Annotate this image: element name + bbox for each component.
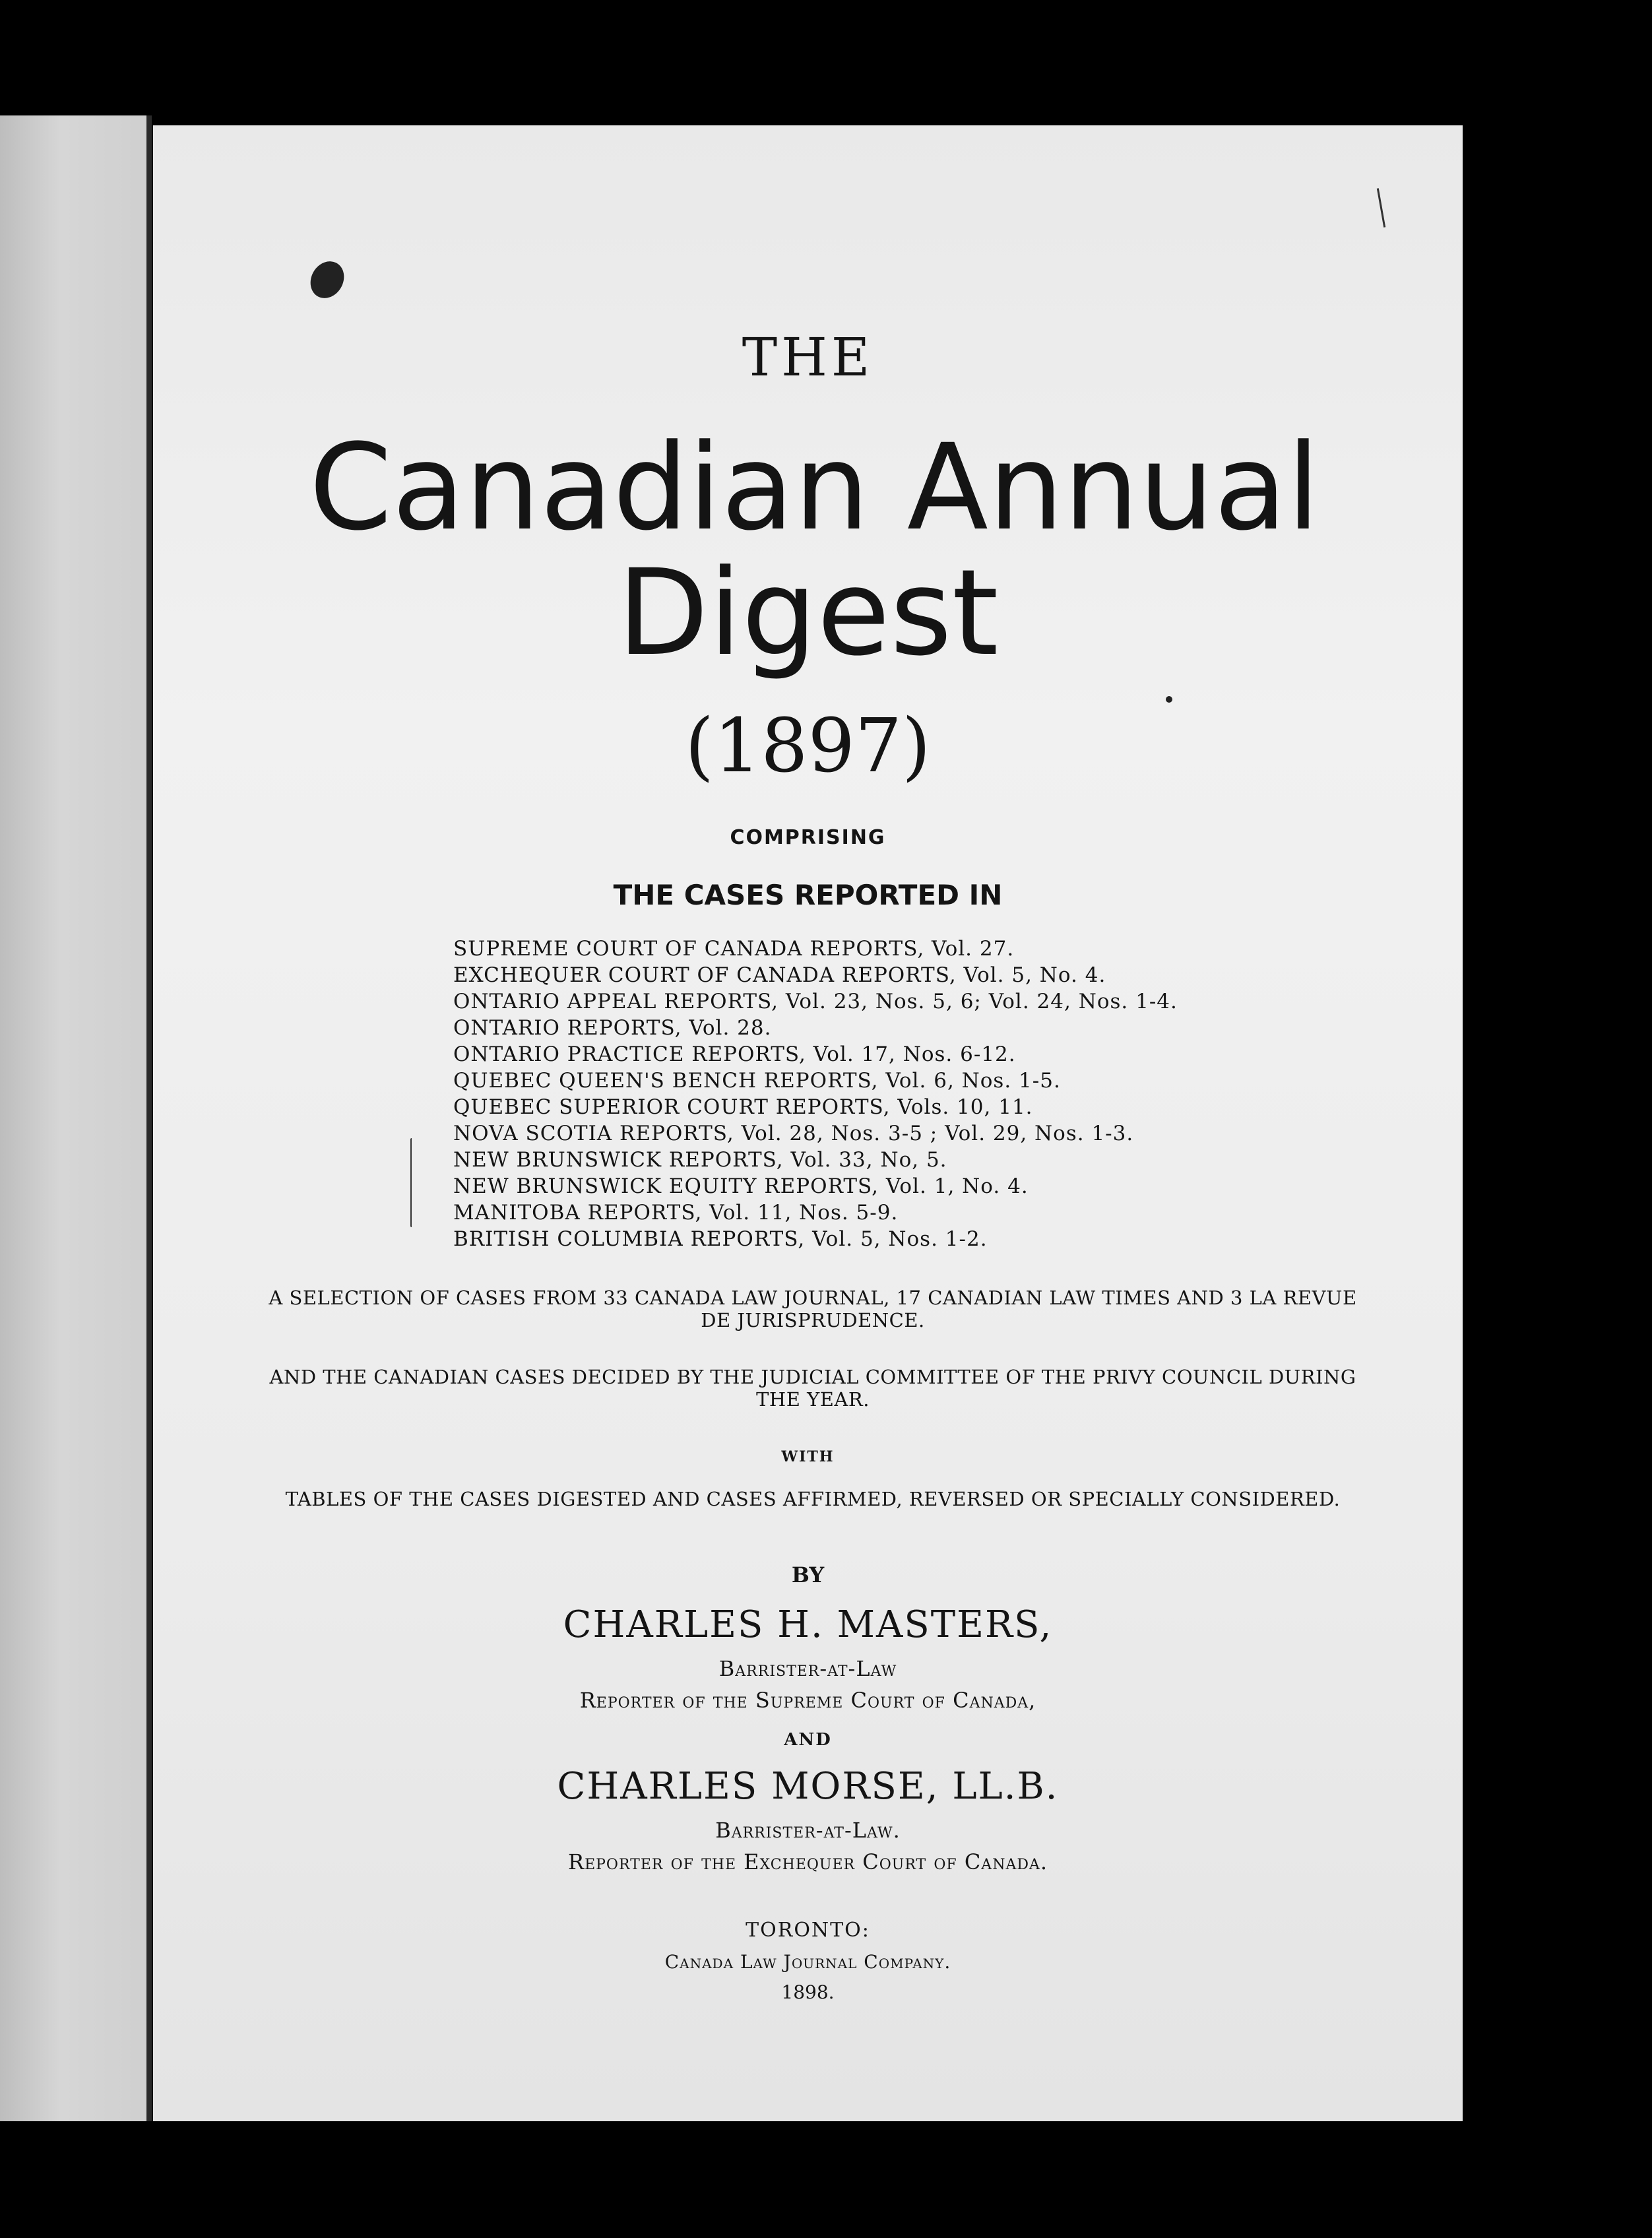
report-item: QUEBEC QUEEN'S BENCH REPORTS, Vol. 6, Nos. 1-5. [453,1069,1061,1093]
author-2-name: CHARLES MORSE, LL.B. [557,1765,1059,1808]
with-label: WITH [781,1448,835,1465]
imprint-city: TORONTO: [746,1919,870,1942]
title-year: (1897) [685,703,931,789]
by-label: BY [791,1562,825,1587]
and-label: AND [784,1730,832,1750]
author-2-position: Reporter of the Exchequer Court of Canada. [567,1849,1048,1874]
imprint-publisher: Canada Law Journal Company. [664,1951,951,1973]
tables-paragraph: TABLES OF THE CASES DIGESTED AND CASES AFFIRMED, REVERSED OR SPECIALLY CONSIDERED. [285,1488,1341,1510]
report-item: NEW BRUNSWICK EQUITY REPORTS, Vol. 1, No. 4. [453,1174,1029,1198]
ink-blot [304,255,351,304]
author-1-position: Reporter of the Supreme Court of Canada, [579,1688,1036,1713]
report-item: QUEBEC SUPERIOR COURT REPORTS, Vols. 10, 11. [453,1095,1033,1119]
pencil-bracket [410,1138,412,1227]
book-gutter [146,115,152,2121]
author-2-credential: Barrister-at-Law. [715,1818,901,1843]
author-1-name: CHARLES H. MASTERS, [563,1603,1053,1646]
author-1-credential: Barrister-at-Law [718,1656,897,1681]
privy-council-paragraph: AND THE CANADIAN CASES DECIDED BY THE JUDICIAL COMMITTEE OF THE PRIVY COUNCIL DURING THE YEAR. [269,1366,1356,1411]
report-item: NEW BRUNSWICK REPORTS, Vol. 33, No, 5. [453,1148,947,1172]
report-item: ONTARIO APPEAL REPORTS, Vol. 23, Nos. 5, 6; Vol. 24, Nos. 1-4. [453,990,1178,1013]
report-item: BRITISH COLUMBIA REPORTS, Vol. 5, Nos. 1-2. [453,1227,988,1251]
report-item: EXCHEQUER COURT OF CANADA REPORTS, Vol. 5, No. 4. [453,963,1106,987]
report-item: SUPREME COURT OF CANADA REPORTS, Vol. 27. [453,937,1015,961]
cases-reported-heading: THE CASES REPORTED IN [613,879,1003,911]
selection-paragraph: A SELECTION OF CASES FROM 33 CANADA LAW JOURNAL, 17 CANADIAN LAW TIMES AND 3 LA REVUE DE JURISPRUDENCE. [269,1287,1357,1331]
report-item: ONTARIO REPORTS, Vol. 28. [453,1016,772,1040]
title-line-1: Canadian Annual [309,419,1320,557]
title-line-2: Digest [617,544,999,682]
facing-page-edge [0,115,152,2121]
pencil-mark [1377,188,1385,228]
title-page [153,125,1463,2121]
comprising-label: COMPRISING [730,826,886,849]
imprint-year: 1898. [781,1981,835,2003]
report-item: MANITOBA REPORTS, Vol. 11, Nos. 5-9. [453,1201,899,1225]
reports-list [453,936,1178,1252]
ink-speck [1166,696,1172,703]
title-the: THE [742,327,874,388]
report-item: NOVA SCOTIA REPORTS, Vol. 28, Nos. 3-5 ; Vol. 29, Nos. 1-3. [453,1122,1134,1145]
report-item: ONTARIO PRACTICE REPORTS, Vol. 17, Nos. 6-12. [453,1042,1016,1066]
